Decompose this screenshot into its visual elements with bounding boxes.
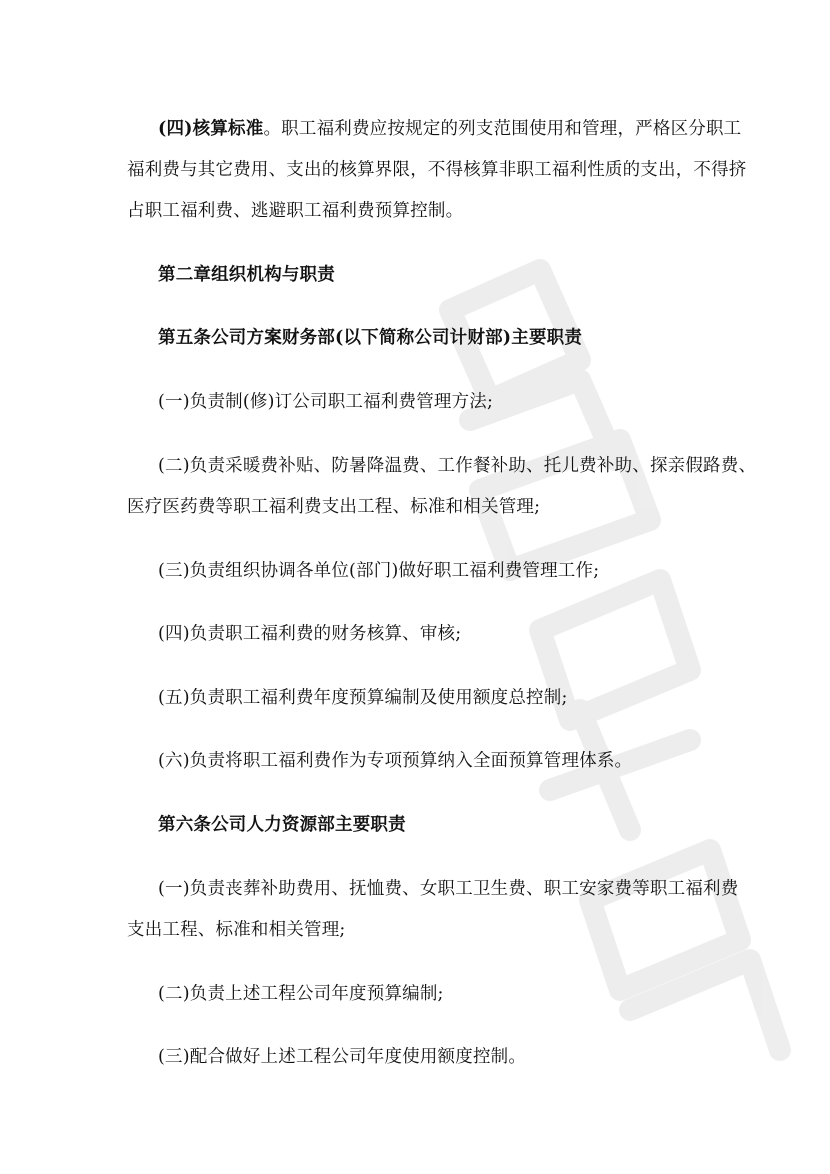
article-5-item-5: (五)负责职工福利费年度预算编制及使用额度总控制; bbox=[158, 688, 568, 708]
paragraph-accounting-standard-line-3: 占职工福利费、逃避职工福利费预算控制。 bbox=[127, 201, 464, 221]
article-5-title: 第五条公司方案财务部(以下简称公司计财部)主要职责 bbox=[158, 328, 583, 348]
article-5-item-2-line-2: 医疗医药费等职工福利费支出工程、标准和相关管理; bbox=[127, 497, 541, 517]
article-6-item-2: (二)负责上述工程公司年度预算编制; bbox=[158, 984, 444, 1004]
article-5-item-1: (一)负责制(修)订公司职工福利费管理方法; bbox=[158, 392, 494, 412]
article-6-title: 第六条公司人力资源部主要职责 bbox=[158, 815, 406, 835]
article-6-item-3: (三)配合做好上述工程公司年度使用额度控制。 bbox=[158, 1047, 527, 1067]
article-6-item-1-line-2: 支出工程、标准和相关管理; bbox=[127, 920, 346, 940]
paragraph-accounting-standard-line-2: 福利费与其它费用、支出的核算界限，不得核算非职工福利性质的支出，不得挤 bbox=[127, 160, 747, 180]
article-5-item-6: (六)负责将职工福利费作为专项预算纳入全面预算管理体系。 bbox=[158, 751, 633, 771]
article-6-item-1-line-1: (一)负责丧葬补助费用、抚恤费、女职工卫生费、职工安家费等职工福利费 bbox=[158, 879, 739, 899]
article-5-item-4: (四)负责职工福利费的财务核算、审核; bbox=[158, 624, 462, 644]
accounting-standard-text: 。职工福利费应按规定的列支范围使用和管理，严格区分职工 bbox=[263, 119, 742, 139]
article-5-item-3: (三)负责组织协调各单位(部门)做好职工福利费管理工作; bbox=[158, 561, 600, 581]
accounting-standard-heading: (四)核算标准 bbox=[158, 119, 264, 139]
paragraph-accounting-standard-line-1 bbox=[158, 117, 741, 141]
chapter-2-title: 第二章组织机构与职责 bbox=[158, 265, 335, 285]
article-5-item-2-line-1: (二)负责采暖费补贴、防暑降温费、工作餐补助、托儿费补助、探亲假路费、 bbox=[158, 456, 757, 476]
